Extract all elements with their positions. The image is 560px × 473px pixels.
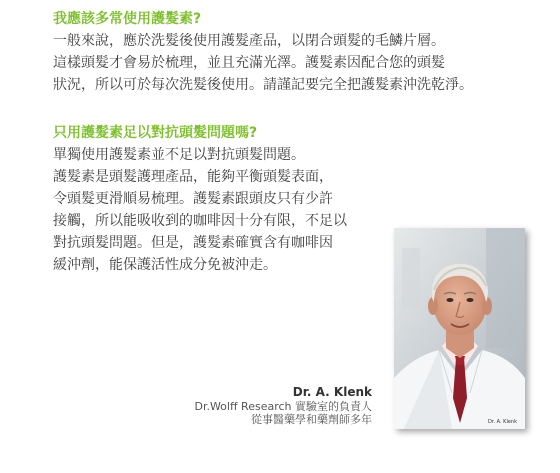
- doctor-experience: 從事醫藥學和藥劑師多年: [251, 413, 372, 426]
- faq-section-frequency: [53, 8, 473, 96]
- faq-heading-sufficiency: 只用護髮素足以對抗頭髮問題嗎?: [53, 125, 258, 141]
- paragraph-line: 單獨使用護髮素並不足以對抗頭髮問題。: [53, 147, 305, 163]
- paragraph-line: 接觸，所以能吸收到的咖啡因十分有限，不足以: [53, 213, 347, 229]
- paragraph-line: 一般來說，應於洗髮後使用護髮產品，以閉合頭髮的毛鱗片層。: [53, 33, 445, 49]
- faq-section-sufficiency: [53, 122, 347, 276]
- paragraph-line: 狀況，所以可於每次洗髮後使用。請謹記要完全把護髮素沖洗乾淨。: [53, 77, 473, 93]
- doctor-portrait-photo: [394, 228, 525, 429]
- paragraph-line: 護髮素是頭髮護理產品，能夠平衡頭髮表面，: [53, 169, 333, 185]
- doctor-title: Dr.Wolff Research 實驗室的負責人: [194, 400, 372, 413]
- doctor-name: Dr. A. Klenk: [292, 385, 372, 399]
- portrait-illustration: [394, 228, 525, 429]
- coat-name-label: Dr. A. Klenk: [488, 419, 517, 425]
- paragraph-line: 緩沖劑，能保護活性成分免被沖走。: [53, 257, 277, 273]
- paragraph-line: 令頭髮更滑順易梳理。護髮素跟頭皮只有少許: [53, 191, 333, 207]
- faq-heading-frequency: 我應該多常使用護髮素?: [53, 11, 202, 27]
- doctor-credit: [194, 384, 372, 426]
- paragraph-line: 這樣頭髮才會易於梳理，並且充滿光澤。護髮素因配合您的頭髮: [53, 55, 445, 71]
- paragraph-line: 對抗頭髮問題。但是，護髮素確實含有咖啡因: [53, 235, 333, 251]
